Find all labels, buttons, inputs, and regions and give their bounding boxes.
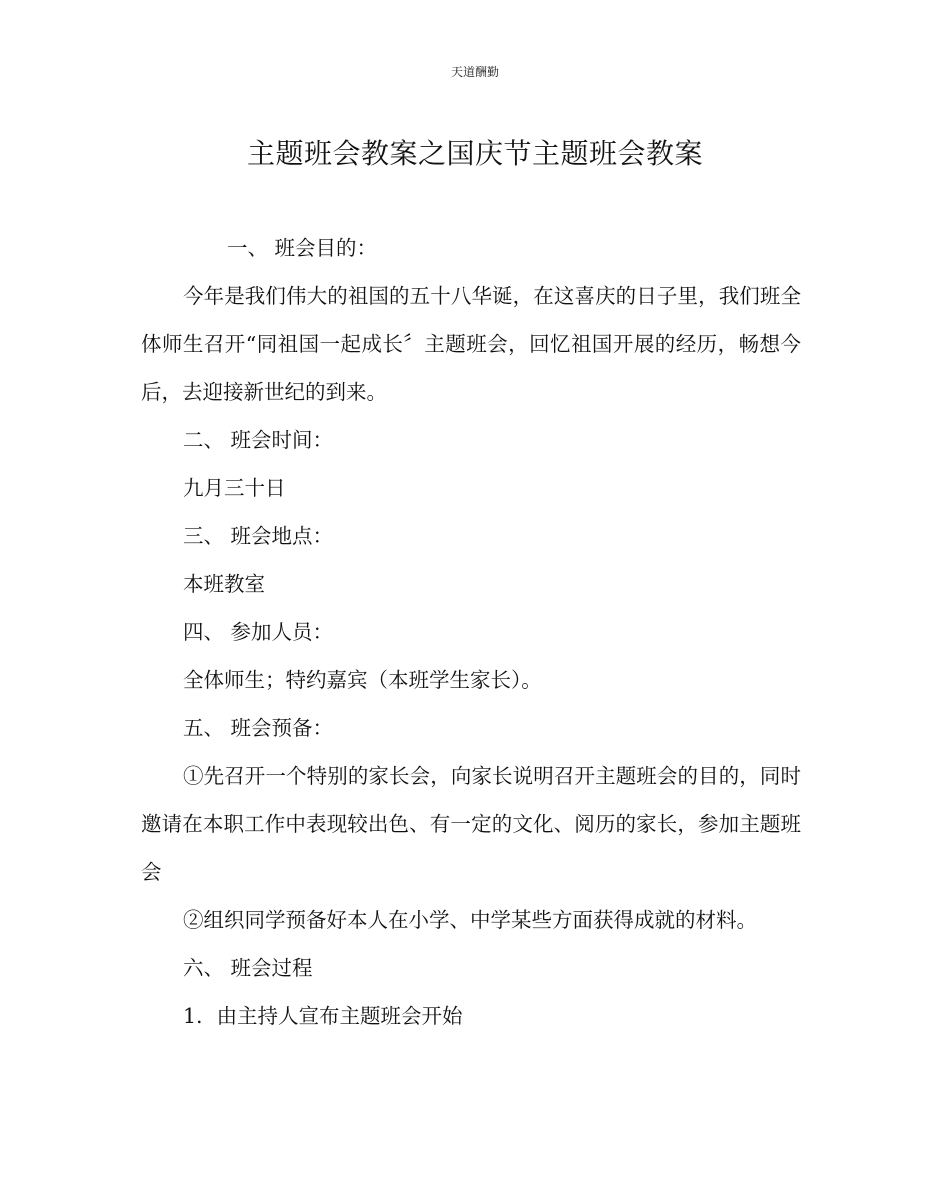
section-heading-process: 六、 班会过程 <box>183 956 313 980</box>
preparation-item-2: ②组织同学预备好本人在小学、中学某些方面获得成就的材料。 <box>183 908 757 932</box>
section-body-participants: 全体师生；特约嘉宾（本班学生家长）。 <box>183 668 542 692</box>
preparation-item-1: ①先召开一个特别的家长会，向家长说明召开主题班会的目的，同时邀请在本职工作中表现较出色、有一定的文化、阅历的家长，参加主题班会 <box>141 764 801 884</box>
section-heading-participants: 四、 参加人员： <box>183 620 334 644</box>
section-heading-preparation: 五、 班会预备： <box>183 716 334 740</box>
document-title: 主题班会教案之国庆节主题班会教案 <box>246 137 703 170</box>
document-body <box>141 224 801 1040</box>
section-body-location: 本班教室 <box>183 572 265 596</box>
page-header: 天道酬勤 <box>450 65 499 79</box>
section-body-purpose: 今年是我们伟大的祖国的五十八华诞，在这喜庆的日子里，我们班全体师生召开“同祖国一起成长〞主题班会，回忆祖国开展的经历，畅想今后，去迎接新世纪的到来。 <box>141 284 801 404</box>
section-heading-time: 二、 班会时间： <box>183 428 334 452</box>
section-heading-purpose: 一、 班会目的： <box>227 236 378 260</box>
process-step-1-text: 由主持人宣布主题班会开始 <box>216 1004 463 1028</box>
process-step-1-number: 1. <box>183 1004 203 1028</box>
section-heading-location: 三、 班会地点： <box>183 524 334 548</box>
section-body-time: 九月三十日 <box>183 476 286 500</box>
process-step-1 <box>141 992 801 1040</box>
